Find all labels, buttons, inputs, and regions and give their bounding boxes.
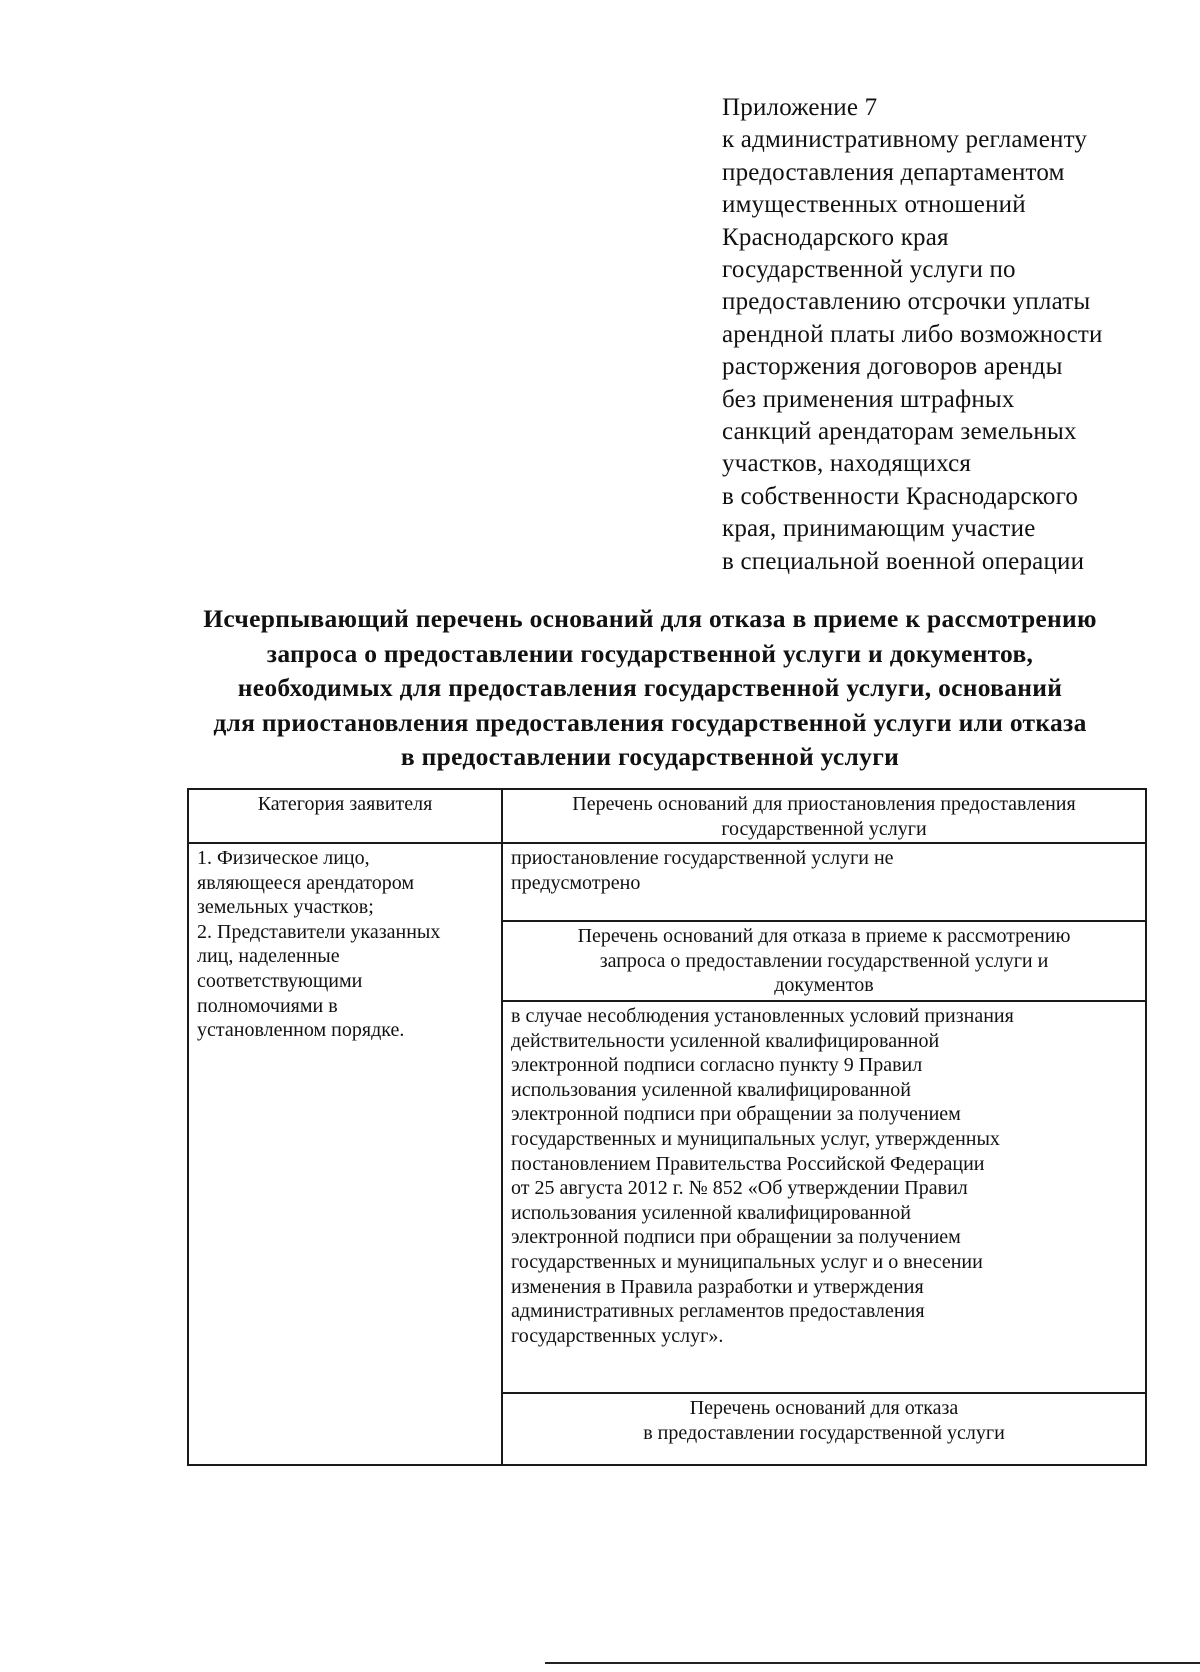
title-line: в предоставлении государственной услуги	[400, 742, 900, 772]
appendix-line: санкций арендаторам земельных	[722, 418, 1077, 446]
header-suspension-cell	[502, 789, 1146, 843]
header-suspension-line: государственной услуги	[721, 817, 927, 840]
category-line: полномочиями в	[197, 994, 338, 1017]
appendix-note	[722, 92, 1192, 578]
appendix-line: без применения штрафных	[722, 385, 1015, 413]
category-line: земельных участков;	[197, 896, 374, 919]
refusal-line: использования усиленной квалифицированной	[511, 1078, 911, 1101]
refusal-line: административных регламентов предоставления	[511, 1300, 925, 1323]
title-line: запроса о предоставлении государственной услуги и документов,	[266, 638, 1034, 668]
title-line: для приостановления предоставления государственной услуги или отказа	[213, 707, 1087, 737]
title-line: Исчерпывающий перечень оснований для отказа в приеме к рассмотрению	[203, 604, 1097, 633]
suspension-text-cell	[502, 843, 1146, 921]
appendix-line: в собственности Краснодарского	[722, 482, 1079, 510]
table-row	[188, 843, 1146, 921]
appendix-line: предоставлению отсрочки уплаты	[722, 288, 1091, 316]
refusal-line: действительности усиленной квалифицированной	[511, 1029, 940, 1052]
header-refusal-acceptance-line: Перечень оснований для отказа в приеме к рассмотрению	[577, 925, 1071, 947]
refusal-acceptance-text-cell	[502, 1001, 1146, 1393]
refusal-line: в случае несоблюдения установленных условий признания	[511, 1005, 1014, 1027]
appendix-line: Краснодарского края	[722, 223, 949, 251]
category-line: соответствующими	[197, 969, 363, 992]
header-refusal-service-line: Перечень оснований для отказа	[689, 1397, 959, 1419]
refusal-line: государственных и муниципальных услуг и о внесении	[511, 1250, 983, 1273]
appendix-line: к административному регламенту	[722, 126, 1088, 154]
category-line: лиц, наделенные	[197, 945, 340, 968]
refusal-line: от 25 августа 2012 г. № 852 «Об утверждении Правил	[511, 1177, 968, 1200]
category-line: являющееся арендатором	[197, 871, 414, 894]
refusal-line: изменения в Правила разработки и утверждения	[511, 1275, 924, 1298]
refusal-line: постановлением Правительства Российской Федерации	[511, 1152, 985, 1175]
appendix-line: края, принимающим участие	[722, 515, 1036, 543]
grounds-table	[187, 788, 1147, 1466]
header-refusal-service-line: в предоставлении государственной услуги	[643, 1421, 1005, 1444]
appendix-line: Приложение 7	[722, 94, 878, 121]
header-suspension-line: Перечень оснований для приостановления предоставления	[572, 793, 1076, 815]
header-category: Категория заявителя	[257, 793, 433, 815]
appendix-line: в специальной военной операции	[722, 547, 1085, 575]
appendix-line: расторжения договоров аренды	[722, 353, 1063, 381]
suspension-line: предусмотрено	[511, 871, 641, 894]
header-refusal-acceptance-line: документов	[774, 974, 874, 997]
header-refusal-service-cell	[502, 1393, 1146, 1465]
refusal-line: электронной подписи при обращении за получением	[511, 1226, 961, 1249]
refusal-line: государственных и муниципальных услуг, утвержденных	[511, 1127, 1000, 1150]
header-refusal-acceptance-cell	[502, 921, 1146, 1001]
appendix-line: государственной услуги по	[722, 256, 1016, 284]
category-line: 2. Представители указанных	[197, 920, 441, 943]
appendix-line: предоставления департаментом	[722, 158, 1065, 186]
category-line: установленном порядке.	[197, 1019, 405, 1042]
appendix-line: имущественных отношений	[722, 191, 1026, 219]
title-line: необходимых для предоставления государственной услуги, оснований	[237, 673, 1063, 703]
document-title	[150, 602, 1150, 775]
refusal-line: электронной подписи согласно пункту 9 Правил	[511, 1054, 923, 1077]
page-bottom-rule	[545, 1662, 1200, 1664]
refusal-line: использования усиленной квалифицированной	[511, 1201, 911, 1224]
appendix-line: арендной платы либо возможности	[722, 320, 1103, 348]
category-cell	[188, 843, 502, 1465]
header-refusal-acceptance-line: запроса о предоставлении государственной услуги и	[599, 949, 1049, 972]
header-category-cell	[188, 789, 502, 843]
refusal-line: государственных услуг».	[511, 1324, 724, 1347]
table-row	[188, 789, 1146, 843]
suspension-line: приостановление государственной услуги не	[511, 847, 894, 869]
appendix-line: участков, находящихся	[722, 450, 972, 478]
category-line: 1. Физическое лицо,	[197, 847, 370, 869]
refusal-line: электронной подписи при обращении за получением	[511, 1103, 961, 1126]
